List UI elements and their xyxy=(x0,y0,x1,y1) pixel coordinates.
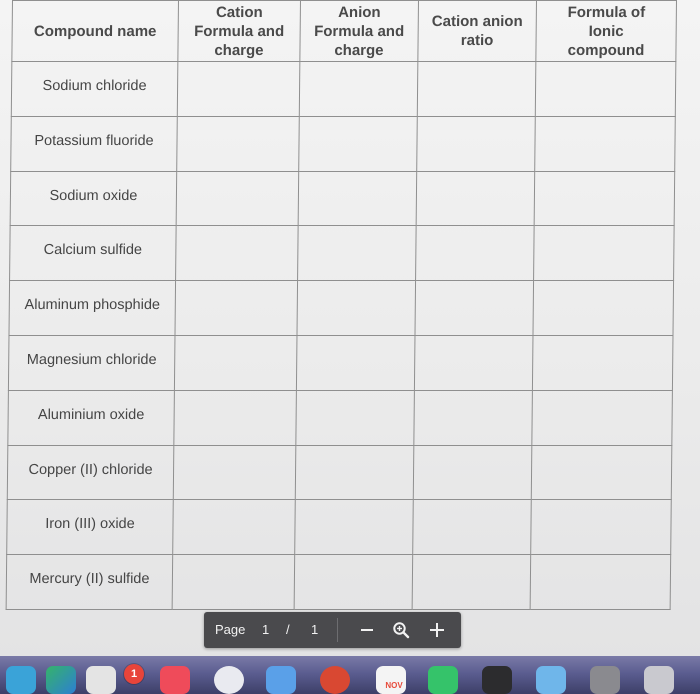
compound-name-cell: Calcium sulfide xyxy=(10,226,177,281)
cation-cell[interactable] xyxy=(177,116,300,171)
anion-cell[interactable] xyxy=(294,555,413,610)
header-formula-line2: Ionic xyxy=(588,22,624,40)
table-row xyxy=(7,500,672,555)
header-anion-line1: Anion xyxy=(338,3,381,21)
compound-name-cell: Potassium fluoride xyxy=(11,116,178,171)
formula-cell[interactable] xyxy=(531,445,672,500)
zoom-in-button[interactable] xyxy=(426,619,448,641)
anion-cell[interactable] xyxy=(299,116,418,171)
ratio-cell[interactable] xyxy=(413,500,532,555)
cation-cell[interactable] xyxy=(173,445,296,500)
table-row xyxy=(11,116,676,171)
ratio-cell[interactable] xyxy=(416,171,535,226)
header-row xyxy=(12,1,677,62)
table-row xyxy=(7,445,672,500)
zoom-fit-button[interactable] xyxy=(390,619,412,641)
cation-cell[interactable] xyxy=(175,281,298,336)
compound-name-cell: Aluminum phosphide xyxy=(9,281,176,336)
music-icon[interactable] xyxy=(160,666,190,694)
header-formula xyxy=(536,1,677,62)
anion-cell[interactable] xyxy=(299,62,418,117)
cation-cell[interactable] xyxy=(172,555,295,610)
formula-cell[interactable] xyxy=(534,226,675,281)
app-store-icon[interactable] xyxy=(266,666,296,694)
formula-cell[interactable] xyxy=(535,62,676,117)
formula-cell[interactable] xyxy=(532,335,673,390)
ratio-cell[interactable] xyxy=(417,116,536,171)
ionic-compounds-table xyxy=(6,0,677,610)
minus-icon xyxy=(360,623,374,637)
anion-cell[interactable] xyxy=(295,500,414,555)
header-compound-name xyxy=(12,1,179,62)
anion-cell[interactable] xyxy=(298,171,417,226)
toolbar-divider xyxy=(337,618,338,642)
terminal-icon[interactable] xyxy=(482,666,512,694)
photos-icon[interactable] xyxy=(86,666,116,694)
page-label: Page xyxy=(215,622,246,637)
cation-cell[interactable] xyxy=(174,390,297,445)
ratio-cell[interactable] xyxy=(415,281,534,336)
header-ratio-line2: ratio xyxy=(460,32,494,49)
formula-cell[interactable] xyxy=(533,281,674,336)
header-anion-line3: charge xyxy=(334,41,384,59)
header-anion xyxy=(300,1,419,62)
header-formula-line1: Formula of xyxy=(567,3,646,21)
cation-cell[interactable] xyxy=(173,500,296,555)
dock xyxy=(0,662,700,694)
table-row xyxy=(8,335,673,390)
compound-name-cell: Magnesium chloride xyxy=(8,335,175,390)
cation-cell[interactable] xyxy=(177,62,300,117)
compound-name-cell: Mercury (II) sulfide xyxy=(6,555,173,610)
table-row xyxy=(10,226,675,281)
header-ratio-line1: Cation anion xyxy=(431,13,523,30)
header-formula-line3: compound xyxy=(567,41,645,59)
anion-cell[interactable] xyxy=(297,281,416,336)
trash-icon[interactable] xyxy=(644,666,674,694)
header-cation-line3: charge xyxy=(214,41,264,59)
table-row xyxy=(11,62,676,117)
cation-cell[interactable] xyxy=(176,171,299,226)
calendar-month-label: NOV xyxy=(385,681,403,690)
finder-icon[interactable] xyxy=(536,666,566,694)
header-cation-line2: Formula and xyxy=(194,22,285,40)
ratio-cell[interactable] xyxy=(414,335,533,390)
formula-cell[interactable] xyxy=(535,116,676,171)
cation-cell[interactable] xyxy=(176,226,299,281)
compound-name-cell: Copper (II) chloride xyxy=(7,445,174,500)
messages-icon[interactable] xyxy=(428,666,458,694)
page-toolbar xyxy=(204,612,461,648)
zoom-out-button[interactable] xyxy=(356,619,378,641)
header-anion-line2: Formula and xyxy=(314,22,405,40)
total-pages: 1 xyxy=(311,622,319,637)
notification-badge: 1 xyxy=(124,664,144,684)
formula-cell[interactable] xyxy=(530,555,671,610)
ratio-cell[interactable] xyxy=(413,445,532,500)
compound-name-cell: Iron (III) oxide xyxy=(7,500,174,555)
anion-cell[interactable] xyxy=(298,226,417,281)
table-row xyxy=(6,555,671,610)
table-row xyxy=(8,390,673,445)
ratio-cell[interactable] xyxy=(417,62,536,117)
page-separator: / xyxy=(286,622,290,637)
header-cation-line1: Cation xyxy=(215,3,263,21)
header-ratio xyxy=(418,1,537,62)
cation-cell[interactable] xyxy=(174,335,297,390)
formula-cell[interactable] xyxy=(534,171,675,226)
anion-cell[interactable] xyxy=(296,335,415,390)
compound-name-cell: Sodium chloride xyxy=(11,62,178,117)
magnifier-icon xyxy=(392,621,410,639)
current-page-number[interactable]: 1 xyxy=(262,622,270,637)
compound-name-cell: Sodium oxide xyxy=(10,171,177,226)
header-compound-name-line1: Compound name xyxy=(33,22,157,40)
compound-name-cell: Aluminium oxide xyxy=(8,390,175,445)
anion-cell[interactable] xyxy=(296,390,415,445)
ratio-cell[interactable] xyxy=(412,555,531,610)
settings-icon[interactable] xyxy=(590,666,620,694)
table-row xyxy=(10,171,675,226)
ratio-cell[interactable] xyxy=(416,226,535,281)
formula-cell[interactable] xyxy=(531,500,672,555)
maps-icon[interactable] xyxy=(46,666,76,694)
app-icon[interactable] xyxy=(6,666,36,694)
podcasts-icon[interactable] xyxy=(214,666,244,694)
plus-icon xyxy=(429,622,445,638)
table-row xyxy=(9,281,674,336)
browser-icon[interactable] xyxy=(320,666,350,694)
ratio-cell[interactable] xyxy=(414,390,533,445)
formula-cell[interactable] xyxy=(532,390,673,445)
anion-cell[interactable] xyxy=(295,445,414,500)
table-body xyxy=(6,62,676,610)
header-cation xyxy=(178,1,301,62)
